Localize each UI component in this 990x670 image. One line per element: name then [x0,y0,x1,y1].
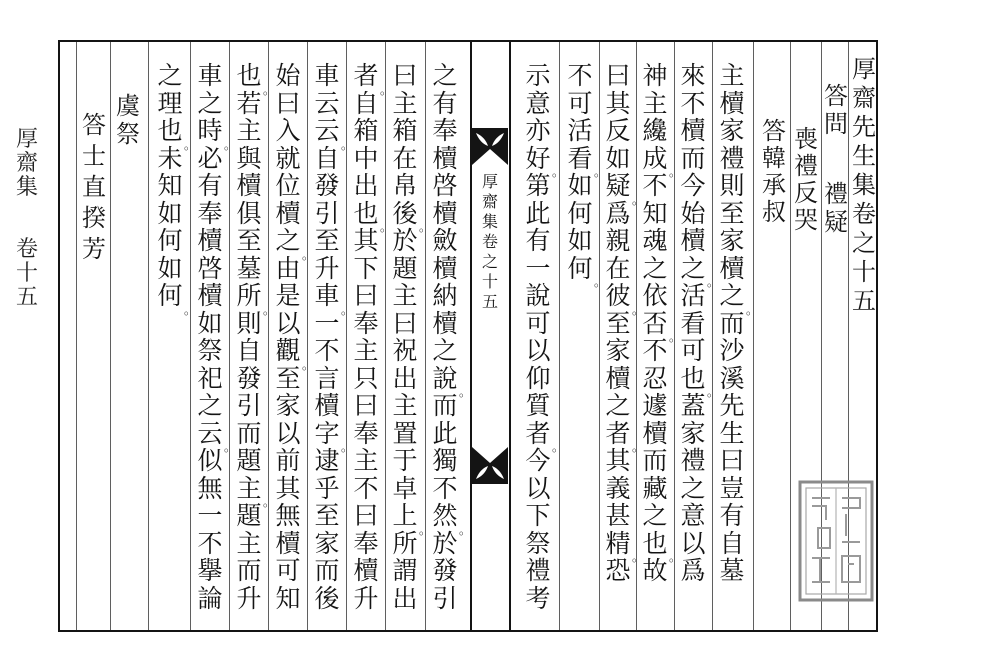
text-column: 主 櫝 家 禮 則 至 家 櫝 之 。 而 沙 溪 先 生 曰 豈 有 自 墓 [719,61,758,585]
column-rule [346,42,347,630]
text-column: 示 意 亦 好 。 第 此 有 一 說 可 以 仰 質 者 。 今 以 下 祭 禮 考 [525,61,564,613]
column-rule [229,42,230,630]
text-column: 曰 其 反 如 疑 。 爲 親 在 彼 。 至 家 櫝 之 者 。 其 義 甚 精 。 恐 [605,61,644,585]
column-rule [76,42,77,630]
margin-volume-label: 卷 十 五 [15,237,38,310]
text-column: 車 之 時 。 必 有 奉 櫝 啓 櫝 如 祭 祀 之 云 。 似 無 一 不 擧 論 [197,61,236,613]
topic-label: 喪 禮 [794,125,818,180]
text-column: 曰 主 箱 在 帛 後 。 於 題 主 曰 祝 出 主 置 于 卓 上 。 所 謂 出 [392,61,431,613]
fold-line-right [509,40,511,632]
letter-heading: 答 士 直 揆 芳 [82,111,106,263]
text-column: 之 理 也 。 未 知 如 何 如 何 。 [157,61,196,317]
volume-title: 厚 齋 先 生 集 卷 之 十 五 [852,55,876,315]
column-rule [636,42,637,630]
topic-label: 虞 祭 [116,92,140,148]
fishtail-top-icon [472,128,508,166]
text-column: 不 可 活 看 。 如 何 如 何 。 [567,61,606,289]
column-rule [110,42,111,630]
text-column: 之 有 奉 櫝 啓 櫝 斂 櫝 納 櫝 之 說 。 而 此 獨 不 然 。 於 發 引 [432,61,471,613]
column-rule [385,42,386,630]
column-rule [307,42,308,630]
fishtail-bottom-icon [472,446,508,484]
column-rule [148,42,149,630]
column-rule [268,42,269,630]
text-column: 也 。 若 主 與 櫝 俱 至 墓 所 。 則 自 發 引 而 題 主 。 題 主 而 升 [236,61,275,613]
text-column: 車 云 云 。 自 發 引 至 升 車 。 一 不 言 櫝 字 。 逮 乎 至 家 而 後 [314,61,353,613]
column-rule [559,42,560,630]
seal-stamp-icon [798,480,874,602]
margin-book-title: 厚 齋 集 [15,127,38,200]
section-label: 答 問 [824,82,848,138]
fold-title: 厚 齋 集 卷 之 十 五 [481,172,498,311]
column-rule [753,42,754,630]
letter-heading: 答 韓 承 叔 [762,117,786,226]
text-column: 者 。 自 箱 中 出 也 。 其 下 曰 奉 主 只 曰 奉 主 不 曰 奉 櫝 升 [353,61,392,613]
column-rule [190,42,191,630]
text-column: 神 主 纔 成 。 不 知 魂 之 依 否 。 不 忍 遽 櫝 而 藏 之 也 。 故 [642,61,681,585]
topic-subject: 反 哭 [794,179,818,234]
column-rule [599,42,600,630]
column-rule [425,42,426,630]
column-rule [712,42,713,630]
section-subject: 禮 疑 [824,180,848,236]
text-column: 來 不 櫝 而 今 始 櫝 之 。 活 看 可 也 。 蓋 家 禮 之 意 以 爲 [680,61,719,585]
text-column: 始 曰 入 就 位 櫝 之 。 由 是 以 觀 。 至 家 以 前 其 無 櫝 可 知 [275,61,314,613]
